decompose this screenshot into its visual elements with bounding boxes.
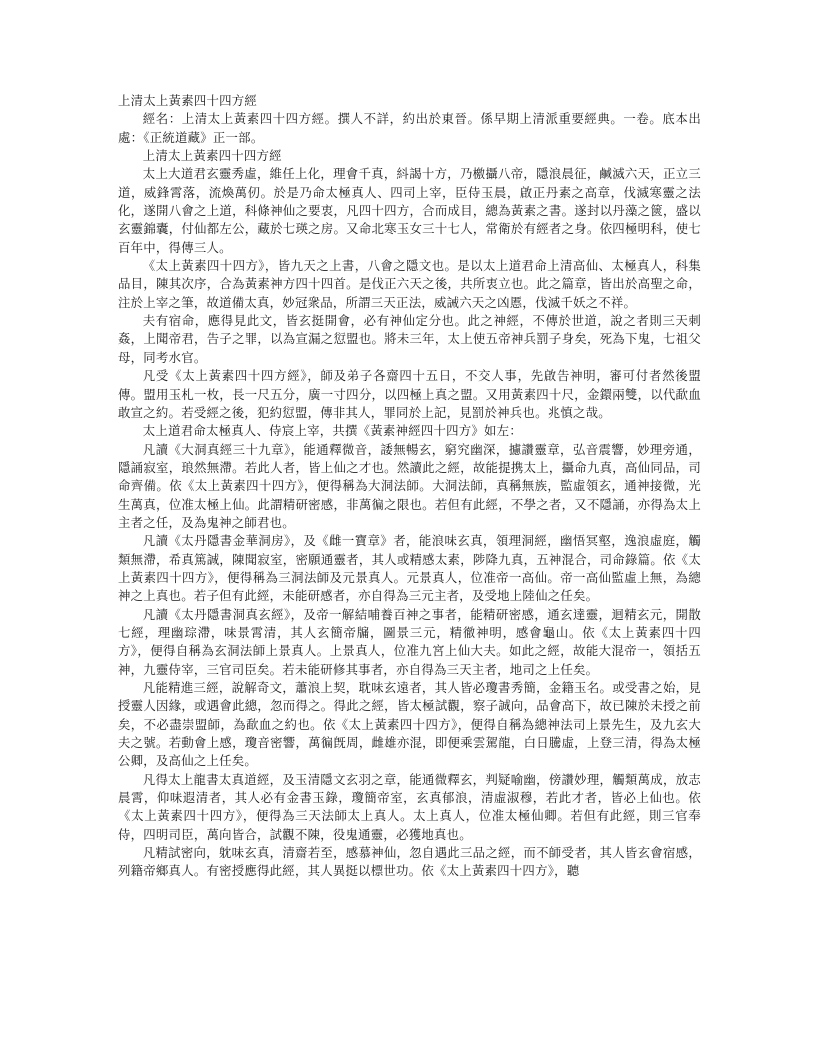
body-paragraph-8: 凡讀《太丹隱書洞真玄經》，及帝一解結哺養百神之事者，能精研密感，通玄達靈，迴精玄元，開散七經，理幽琮滯，味景霄清，其人玄簡帝牖，圖景三元，精徹神明，感會龜山。依《太上黃素四十四方》，便得自稱為玄洞法師上景真人。上景真人，位准九宮上仙大夫。如此之經，故能大混帝一，領括五神，九靈侍宰，三官司臣矣。若未能研修其事者，亦自得為三天主者，地司之上任矣。: [118, 606, 701, 677]
body-paragraph-6: 凡讀《大洞真經三十九章》，能通釋微音，諉無暢玄，窮究幽深，攄讚靈章，弘音震響，妙理旁通，隱誦寂室，琅然無滯。若此人者，皆上仙之才也。然讀此之經，故能提携太上，攝命九真，高仙同品，司命齊備。依《太上黃素四十四方》，便得稱為大洞法師。大洞法師，真稱無族，監虛領玄，通神接微，光生萬真，位准太極上仙。此謂精研密感，非萬徧之限也。若但有此經，不學之者，又不隱誦，亦得為太上主者之任，及為鬼神之師君也。: [118, 441, 701, 530]
body-paragraph-2: 《太上黃素四十四方》，皆九天之上書，八會之隱文也。是以太上道君命上清高仙、太極真人，科集品目，陳其次序，合為黃素神方四十四首。是伐正六天之後，共所衷立也。此之篇章，皆出於高聖之命，注於上宰之筆，故道備太真，妙冠衆品，所謂三天正法，威誡六天之凶慝，伐滅千妖之不祥。: [118, 258, 701, 310]
document-heading: 上清太上黃素四十四方經: [118, 93, 258, 108]
colophon-paragraph: 經名：上清太上黃素四十四方經。撰人不詳，約出於東晉。係早期上清派重要經典。一卷。底本出處：《正統道藏》正一部。: [118, 111, 701, 145]
body-paragraph-1: 太上大道君玄靈秀虛，維任上化，理會千真，紏謁十方，乃檄攝八帝，隱浪晨征，鹹滅六天，正立三道，威鋒霄落，流煥萬仞。於是乃命太極真人、四司上宰，臣侍玉晨，啟正丹素之高章，伐滅寒靈之法化，遂開八會之上道，科條神仙之要衷，凡四十四方，合而成目，總為黃素之書。遂封以丹藻之篋，盛以玄靈錦囊，付仙都左公，藏於七瑛之房。又命北寒玉女三十七人，常衛於有經者之身。依四極明科，使七百年中，得傳三人。: [118, 166, 701, 255]
body-paragraph-3: 夫有宿命，應得見此文，皆玄挺開會，必有神仙定分也。此之神經，不傳於世道，說之者則三天刺姦，上聞帝君，告子之罪，以為宣漏之愆盟也。將未三年，太上使五帝神兵罰子身矣，死為下鬼，七祖父母，同考水官。: [118, 313, 701, 365]
body-paragraph-5: 太上道君命太極真人、侍宸上宰，共撰《黃素神經四十四方》如左：: [142, 423, 522, 439]
inner-title-paragraph: 上清太上黃素四十四方經: [142, 148, 282, 164]
body-paragraph-10: 凡得太上龍書太真道經，及玉清隱文玄羽之章，能通微釋玄，判疑喻幽，傍讚妙理，觸類萬成，放志晨霄，仰味遐清者，其人必有金書玉錄，瓊簡帝室，玄真郁浪，清虛淑穆，若此才者，皆必上仙也。依《太上黃素四十四方》，便得為三天法師太上真人。太上真人，位准太極仙卿。若但有此經，則三官奉侍，四明司臣，萬向皆合，試觀不陳，役鬼通靈，必獲地真也。: [118, 771, 701, 842]
body-paragraph-7: 凡讀《太丹隱書金華洞房》，及《雌一寶章》者，能浪味玄真，領理洞經，幽悟冥壑，逸浪虛庭，觸類無滯，希真篤誠，陳聞寂室，密願通靈者，其人或精感太素，陟降九真，五神混合，司命錄篇。依《太上黃素四十四方》，便得稱為三洞法師及元景真人。元景真人，位准帝一高仙。帝一高仙監虛上無，為總神之上真也。若子但有此經，未能研感者，亦自得為三元主者，及受地上陸仙之任矣。: [118, 533, 701, 604]
body-paragraph-4: 凡受《太上黃素四十四方經》，師及弟子各齋四十五日，不交人事，先啟告神明，審可付者然後盟傳。盟用玉札一枚，長一尺五分，廣一寸四分，以四極上真之盟。又用黃素四十尺，金鐶兩雙，以代歃血敢宣之約。若受經之後，犯約愆盟，傳非其人，罪同於上記，見罰於神兵也。兆慎之哉。: [118, 368, 701, 420]
body-paragraph-9: 凡能精進三經，說解奇文，蕭浪上契，耽味玄遠者，其人皆必瓊書秀簡，金籍玉名。或受書之始，見授靈人因緣，或遇會此總，忽而得之。得此之經，皆太極試觀，察子誠向，品會高下，故已陳於未授之前矣，不必盡崇盟師，為歃血之約也。依《太上黃素四十四方》，便得自稱為總神法司上景先生，及九玄大夫之號。若動會上感，瓊音密響，萬徧旣周，雌雄亦混，即便乘雲駕龍，白日騰虛，上登三清，得為太極公卿，及高仙之上任矣。: [118, 680, 701, 769]
body-paragraph-11: 凡精試密向，躭味玄真，清齋若至，感慕神仙，忽自遇此三品之經，而不師受者，其人皆玄會宿感，列籍帝鄉真人。有密授應得此經，其人異挺以標世功。依《太上黃素四十四方》，聽: [118, 845, 701, 879]
document-body: [118, 92, 701, 881]
